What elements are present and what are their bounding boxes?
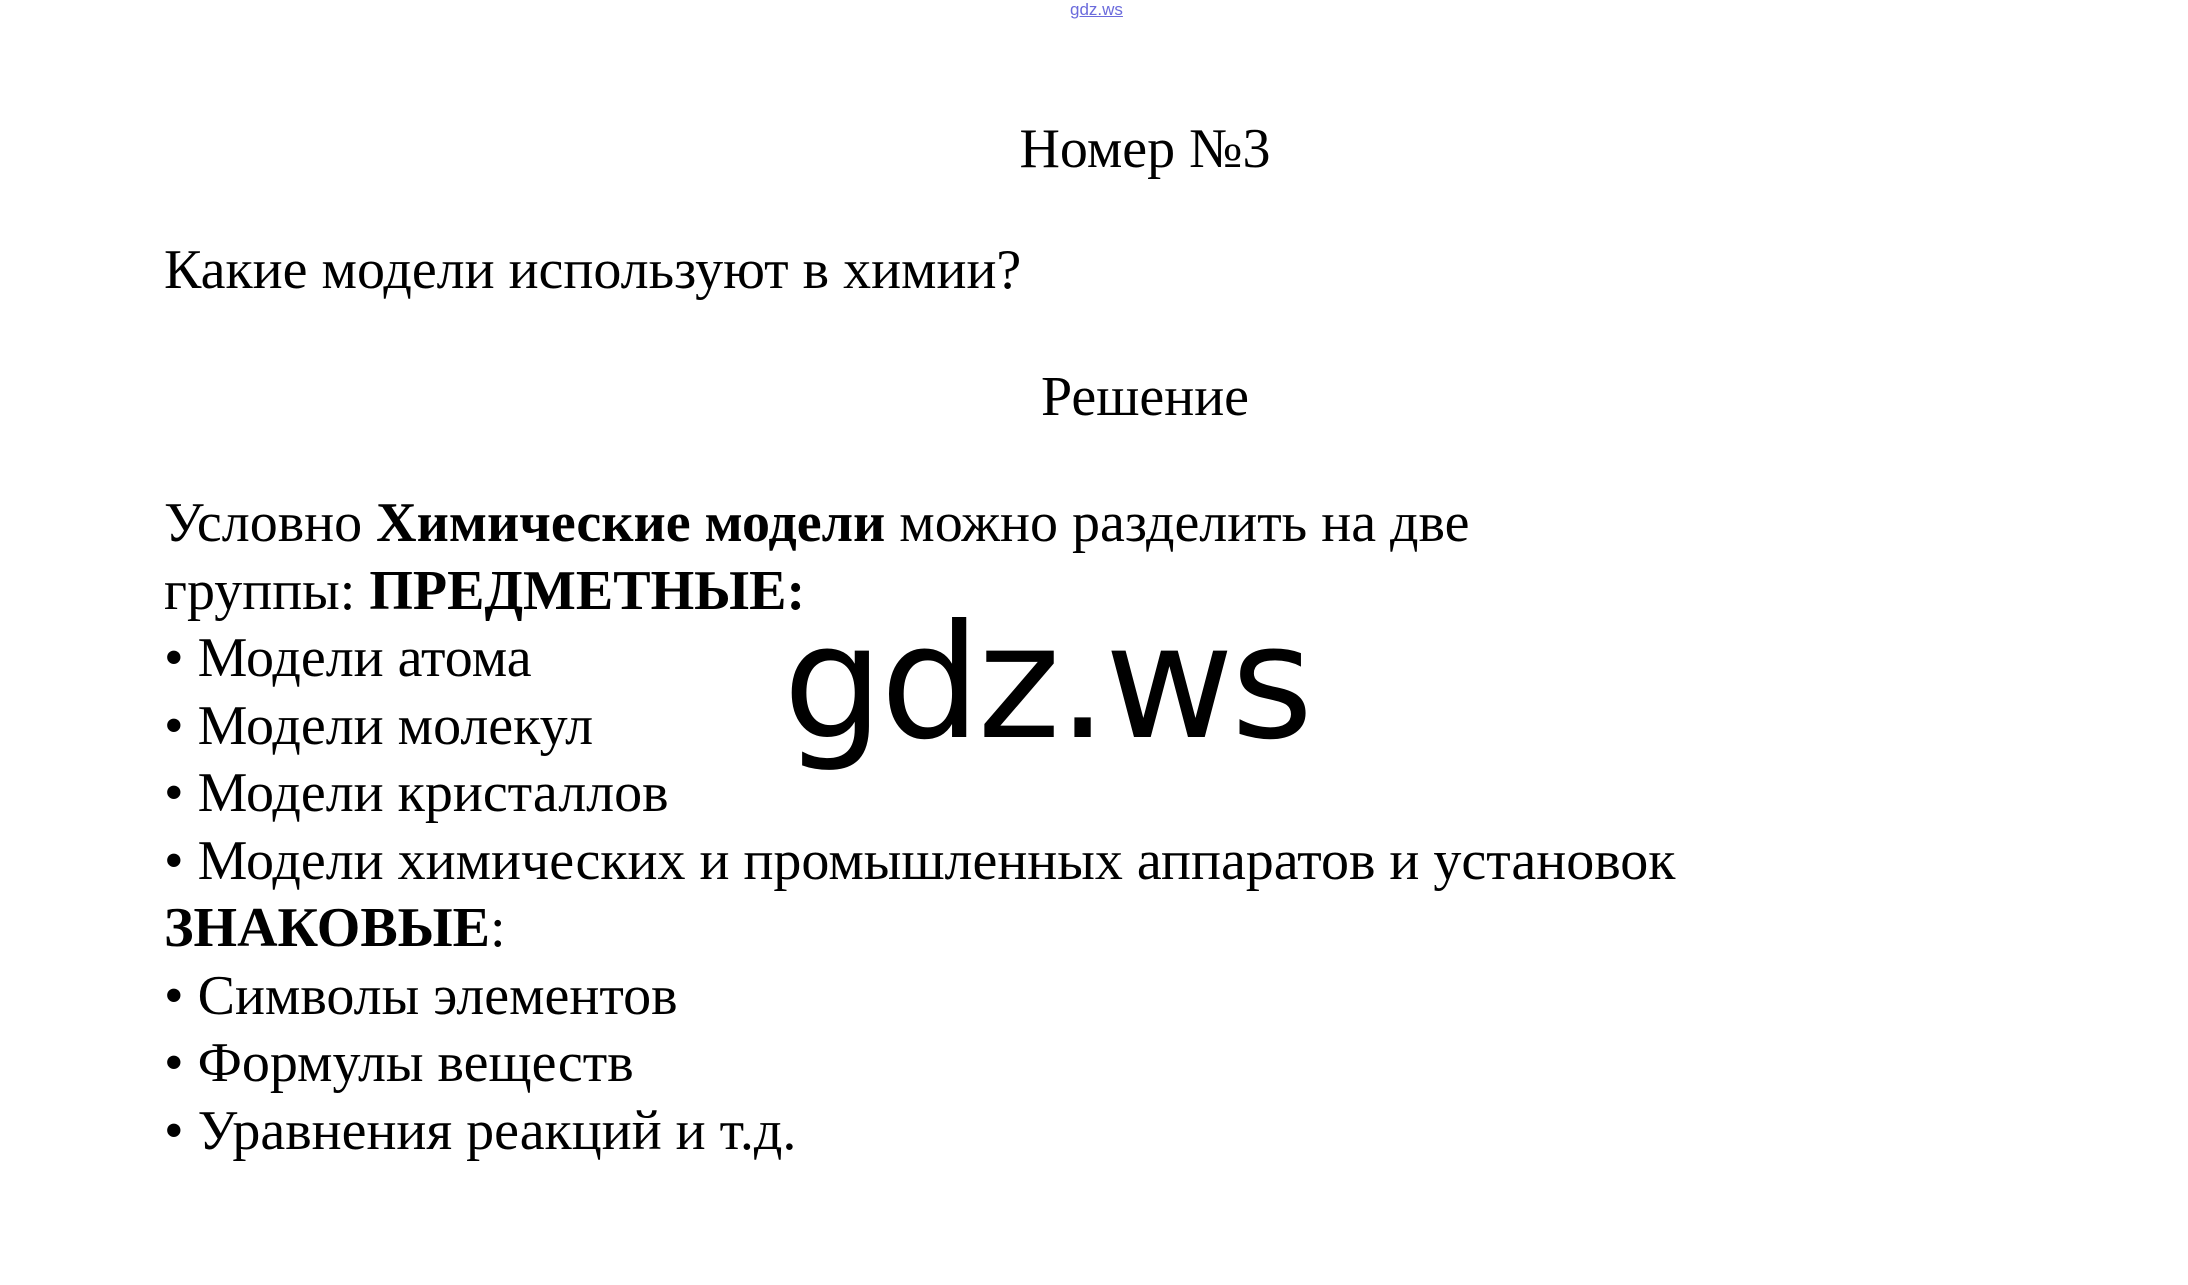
- list-item: • Модели кристаллов: [164, 762, 669, 824]
- list-item: • Модели химических и промышленных аппаратов и установок: [164, 829, 1676, 892]
- source-link[interactable]: gdz.ws: [1070, 0, 1123, 19]
- list-item: • Формулы веществ: [164, 1032, 634, 1094]
- list-item: • Модели атома: [164, 627, 532, 689]
- solution-heading: Решение: [1040, 366, 1250, 428]
- intro-bold: Химические модели: [376, 492, 886, 554]
- intro-prefix: Условно: [164, 492, 377, 554]
- intro-suffix: можно разделить на две: [885, 492, 1470, 554]
- intro-line: [164, 490, 1675, 558]
- group2-heading: [164, 895, 1675, 963]
- group1-bold: ПРЕДМЕТНЫЕ:: [369, 559, 806, 622]
- list-item: • Символы элементов: [164, 964, 678, 1027]
- list-item: • Модели молекул: [164, 694, 594, 757]
- group1-prefix: группы:: [164, 559, 370, 622]
- watermark: gdz.ws: [783, 591, 1311, 775]
- group2-bold: ЗНАКОВЫЕ: [164, 897, 491, 959]
- group2-suffix: :: [490, 897, 506, 959]
- page-title: Номер №3: [1019, 118, 1271, 180]
- question-text: Какие модели используют в химии?: [164, 239, 1022, 301]
- list-item: • Уравнения реакций и т.д.: [164, 1099, 797, 1162]
